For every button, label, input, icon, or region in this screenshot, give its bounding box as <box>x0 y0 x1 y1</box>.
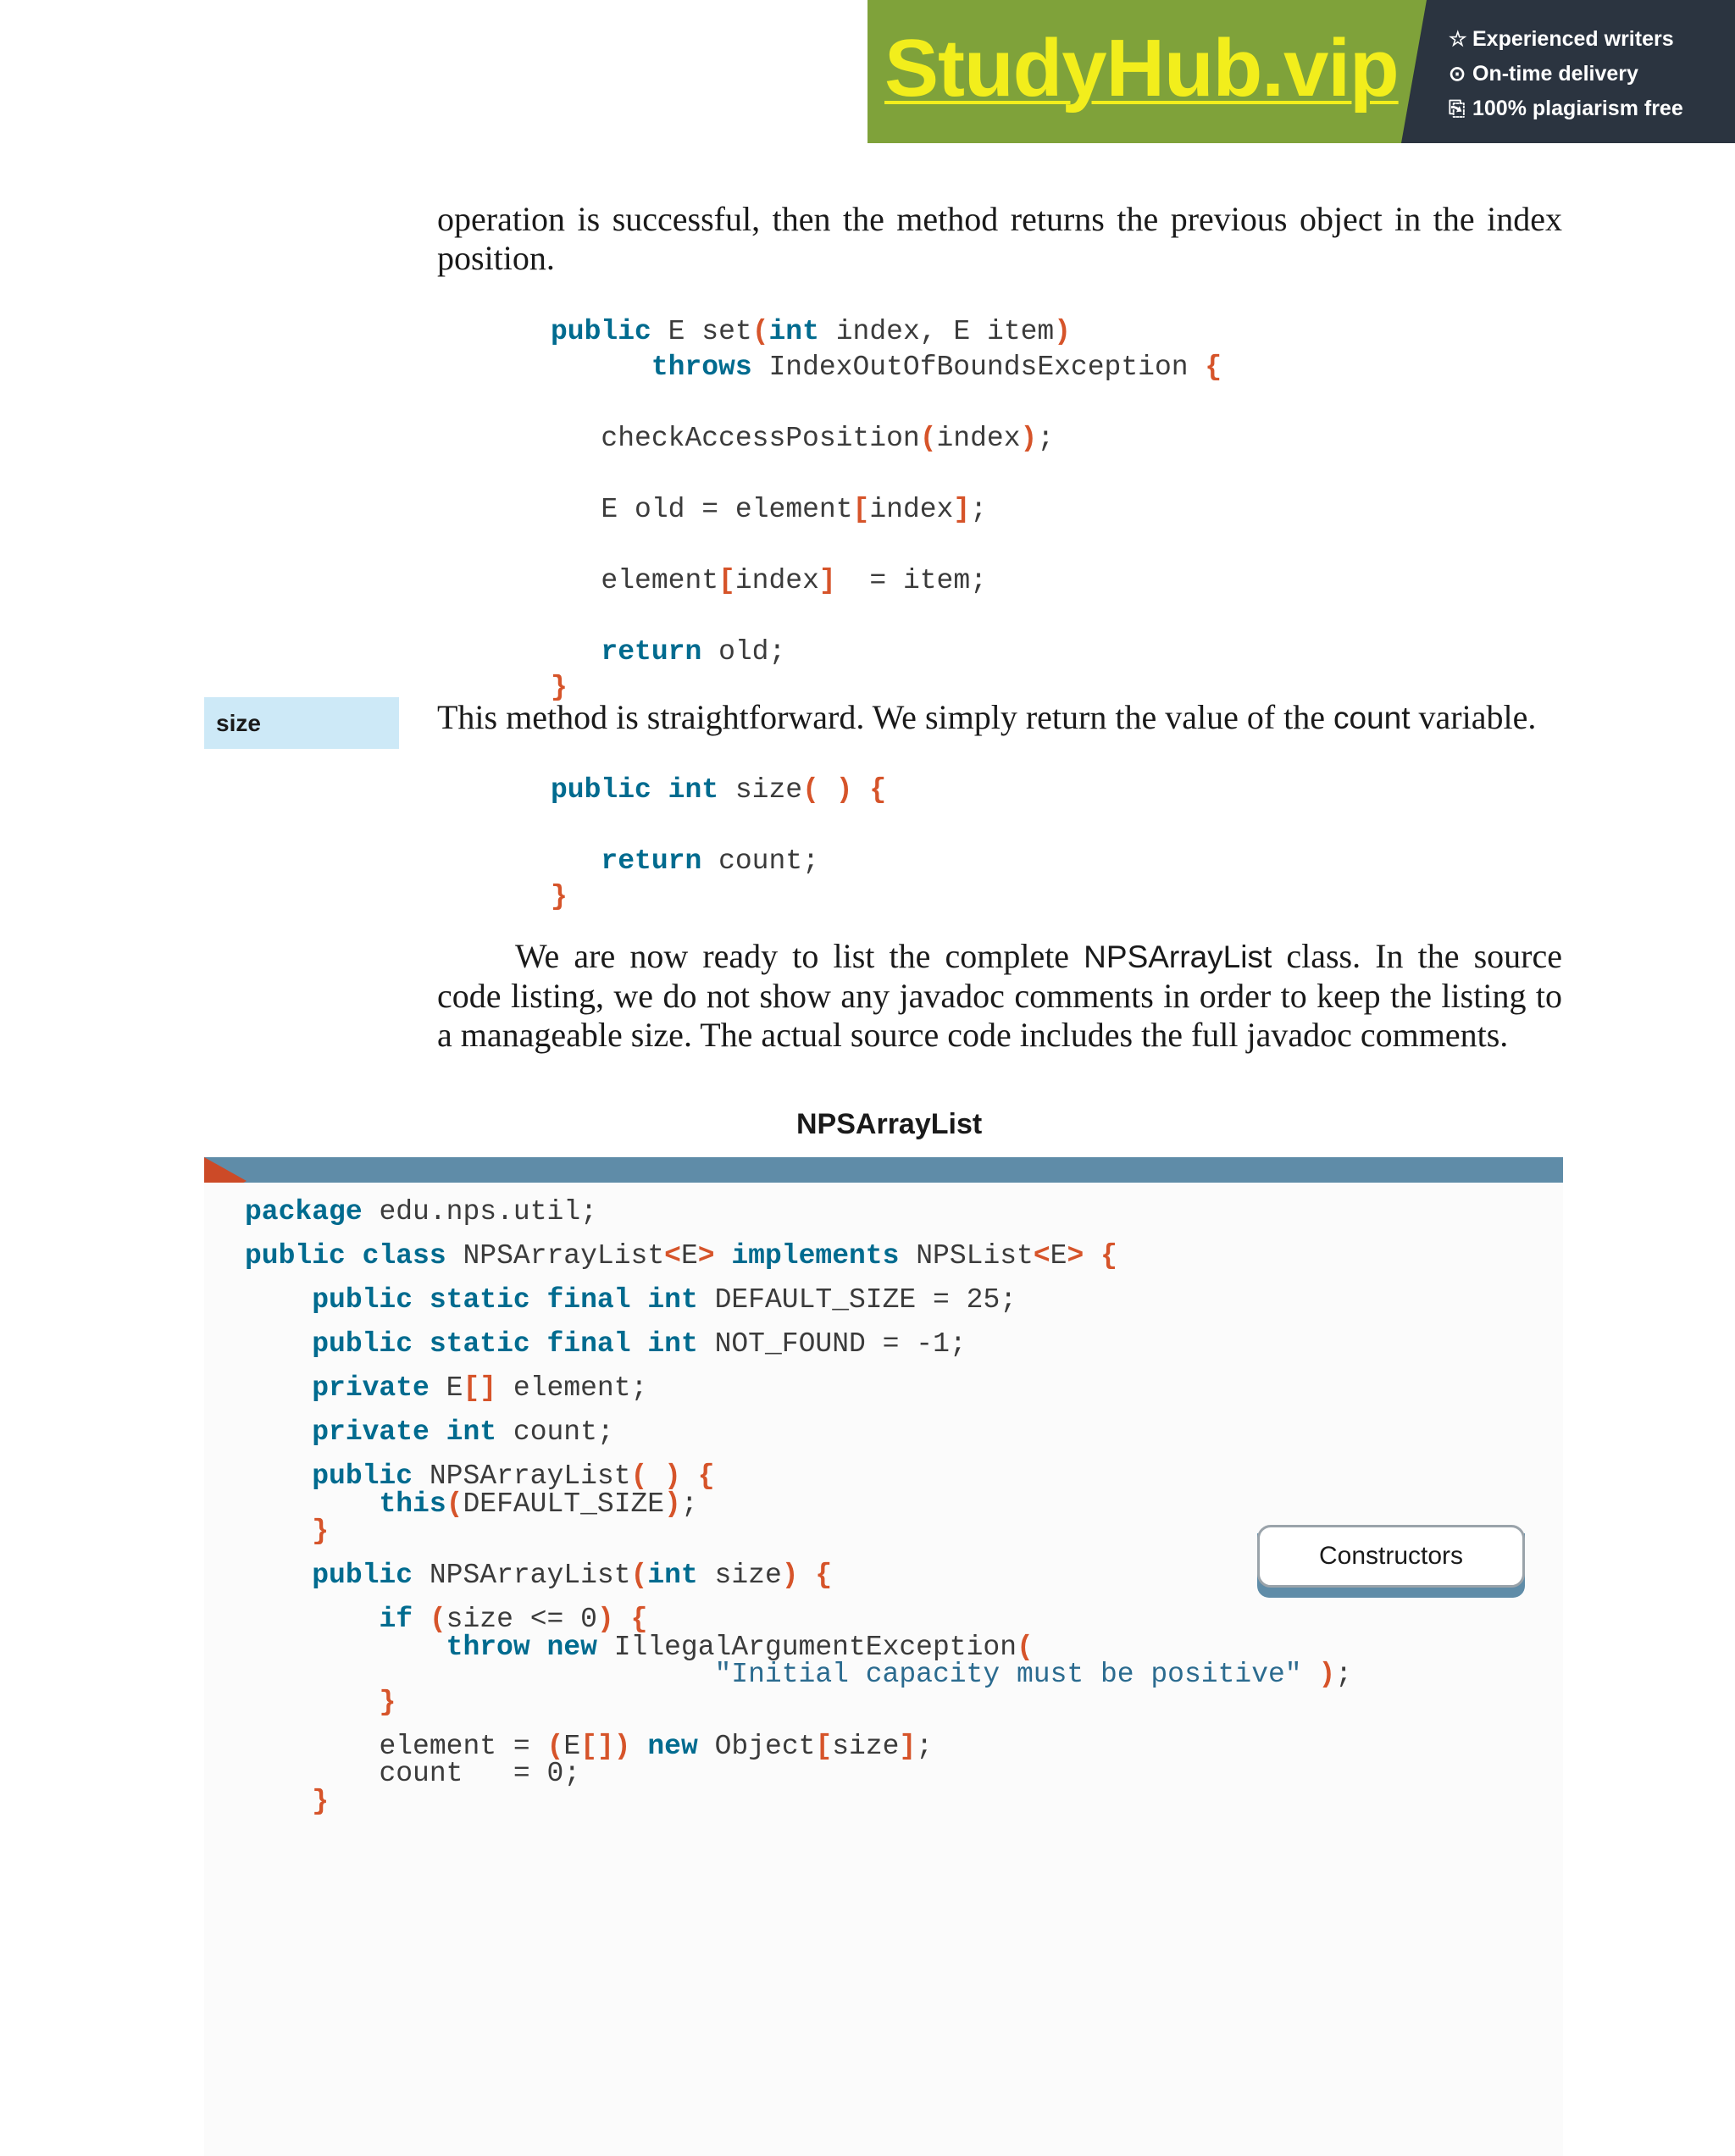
code-token <box>799 1560 816 1591</box>
perk-text: 100% plagiarism free <box>1472 97 1683 120</box>
code-token <box>752 352 769 383</box>
code-token <box>245 1786 312 1817</box>
code-bracket: { <box>1100 1240 1117 1272</box>
code-bracket: ) <box>1318 1659 1336 1690</box>
code-token: ; <box>630 1372 648 1404</box>
code-token <box>718 774 735 806</box>
code-token <box>463 1758 513 1789</box>
code-token <box>551 565 601 596</box>
code-bracket: ( <box>751 316 769 347</box>
listing-intro-paragraph <box>437 937 1562 1055</box>
code-line <box>245 1196 1352 1228</box>
code-token <box>496 1372 513 1404</box>
code-token <box>551 494 601 525</box>
code-keyword: public <box>312 1328 413 1360</box>
code-bracket: } <box>312 1785 330 1817</box>
size-text-before: This method is straightforward. We simply return the value of the <box>437 698 1334 736</box>
code-bracket: { <box>1205 352 1222 383</box>
code-line <box>551 808 886 844</box>
code-bracket: < <box>1033 1240 1050 1272</box>
code-keyword: int <box>647 1560 698 1591</box>
code-keyword: public <box>551 774 651 806</box>
size-text-after: variable. <box>1410 698 1537 736</box>
code-token: 0 <box>580 1604 597 1635</box>
code-token <box>245 1488 379 1520</box>
ad-banner[interactable] <box>868 0 1735 143</box>
code-line <box>245 1460 1352 1492</box>
code-token: ; <box>596 1416 614 1448</box>
code-token: NPSList <box>916 1240 1034 1272</box>
code-token <box>819 316 836 347</box>
code-keyword: return <box>601 845 702 877</box>
perk-text: On-time delivery <box>1472 62 1638 86</box>
code-token <box>551 845 601 877</box>
code-token <box>530 1731 547 1762</box>
code-bracket: ( <box>630 1560 648 1591</box>
code-token: E <box>953 316 971 347</box>
code-token <box>701 845 718 877</box>
code-line <box>245 1488 1352 1520</box>
code-bracket: { <box>815 1560 833 1591</box>
code-token <box>597 1632 614 1663</box>
code-token: set <box>701 316 752 347</box>
code-bracket: } <box>379 1686 396 1718</box>
margin-label-size: size <box>204 697 399 749</box>
star-icon: ☆ <box>1449 28 1467 51</box>
code-bracket: [ <box>852 494 870 525</box>
code-token <box>413 1604 430 1635</box>
code-bracket: ] <box>479 1372 497 1404</box>
code-token: ; <box>680 1488 698 1520</box>
code-bracket: ] <box>953 494 971 525</box>
code-token <box>245 1731 379 1762</box>
code-token: . <box>429 1196 446 1228</box>
code-bracket: { <box>869 774 887 806</box>
code-token: E <box>1050 1240 1067 1272</box>
code-bracket: [ <box>580 1730 597 1762</box>
code-token: index <box>869 494 954 525</box>
code-token: IndexOutOfBoundsException <box>768 352 1189 383</box>
code-bracket: { <box>697 1460 715 1492</box>
code-token: = <box>513 1730 530 1762</box>
code-bracket: < <box>664 1240 681 1272</box>
code-token: index <box>734 565 819 596</box>
code-token: E <box>668 316 685 347</box>
code-bracket: ( <box>429 1604 446 1635</box>
code-token: 0 <box>546 1758 564 1789</box>
code-token: ; <box>916 1730 934 1762</box>
code-token <box>245 1604 379 1635</box>
code-keyword: final <box>546 1328 631 1360</box>
code-token: element <box>379 1730 497 1762</box>
code-keyword: private <box>312 1372 430 1404</box>
listing-intro-after: class. In the source code listing, we do not show any javadoc comments in order to keep the listing to a manageable size. The actual source code includes the full javadoc comments. <box>437 937 1562 1054</box>
code-token <box>950 1284 967 1316</box>
code-token: E <box>563 1730 581 1762</box>
code-token <box>886 565 903 596</box>
code-token <box>413 1328 430 1360</box>
code-token: ; <box>970 565 987 596</box>
code-token <box>1084 1240 1100 1272</box>
code-token <box>363 1196 380 1228</box>
code-token <box>413 1284 430 1316</box>
code-token <box>245 1328 312 1360</box>
copy-icon: ⎘ <box>1449 97 1466 120</box>
code-token: edu <box>379 1196 430 1228</box>
clock-icon: ⊙ <box>1449 63 1466 86</box>
code-token <box>413 1460 430 1492</box>
code-line <box>551 314 1222 350</box>
code-keyword: private <box>312 1416 430 1448</box>
code-token: = <box>882 1328 900 1360</box>
code-line <box>245 1686 1352 1718</box>
code-token <box>631 1284 648 1316</box>
code-bracket: ) <box>1054 316 1072 347</box>
code-bracket: ) <box>781 1560 799 1591</box>
code-token <box>698 1731 715 1762</box>
code-token <box>631 1328 648 1360</box>
code-token <box>513 1604 530 1635</box>
code-line <box>551 599 1222 635</box>
code-token <box>563 1604 580 1635</box>
code-keyword: implements <box>731 1240 900 1272</box>
code-keyword: new <box>546 1631 597 1663</box>
code-keyword: public <box>551 316 651 347</box>
code-token: element <box>601 565 719 596</box>
code-token: ; <box>1000 1284 1017 1316</box>
code-token <box>614 1604 631 1635</box>
size-method-code <box>551 773 886 915</box>
code-token: count <box>379 1758 463 1789</box>
code-token <box>551 636 601 668</box>
code-bracket: > <box>697 1240 715 1272</box>
code-token: ; <box>970 494 987 525</box>
code-bracket: ) <box>664 1460 681 1492</box>
code-keyword: public <box>312 1560 413 1591</box>
code-token <box>836 565 870 596</box>
code-token <box>718 494 735 525</box>
code-token <box>937 316 954 347</box>
code-token <box>685 316 701 347</box>
code-token <box>651 774 668 806</box>
code-token: ; <box>1335 1659 1353 1690</box>
code-token <box>430 1416 446 1448</box>
code-token: NPSArrayList <box>429 1460 631 1492</box>
code-keyword: throws <box>651 352 752 383</box>
code-keyword: int <box>647 1328 698 1360</box>
code-line <box>245 1328 1352 1360</box>
code-token: ; <box>768 636 786 668</box>
code-token: item <box>902 565 971 596</box>
code-token: size <box>734 774 803 806</box>
code-token <box>916 1284 933 1316</box>
code-keyword: int <box>768 316 819 347</box>
perk-text: Experienced writers <box>1472 27 1674 51</box>
listing-title: NPSArrayList <box>796 1108 983 1140</box>
intro-paragraph: operation is successful, then the method returns the previous object in the index position. <box>437 200 1562 277</box>
code-token: size <box>832 1730 900 1762</box>
code-bracket: } <box>551 881 568 912</box>
code-token: - <box>916 1328 934 1360</box>
code-line <box>245 1785 1352 1817</box>
code-line <box>245 1760 1352 1788</box>
code-token: DEFAULT_SIZE <box>714 1284 917 1316</box>
code-token: size <box>446 1604 513 1635</box>
code-token <box>899 1328 916 1360</box>
code-keyword: static <box>429 1328 530 1360</box>
code-keyword: public <box>312 1284 413 1316</box>
code-token <box>551 352 651 383</box>
code-line <box>551 563 1222 599</box>
code-bracket: ] <box>818 565 836 596</box>
inline-code-classname: NPSArrayList <box>1084 939 1272 974</box>
code-token: . <box>496 1196 513 1228</box>
code-token: element <box>513 1372 631 1404</box>
code-token: NOT_FOUND <box>714 1328 866 1360</box>
code-bracket: ) <box>835 774 853 806</box>
code-token <box>853 774 870 806</box>
code-token <box>530 1328 547 1360</box>
code-bracket: { <box>630 1604 648 1635</box>
code-token <box>245 1560 312 1591</box>
code-token <box>701 636 718 668</box>
listing-intro-before: We are now ready to list the complete <box>515 937 1084 975</box>
inline-code-count: count <box>1333 701 1411 735</box>
code-line <box>551 421 1222 457</box>
code-keyword: return <box>601 636 702 668</box>
code-keyword: int <box>668 774 719 806</box>
code-bracket: ] <box>596 1730 614 1762</box>
code-token <box>530 1632 547 1663</box>
code-line <box>245 1661 1352 1689</box>
code-bracket: ( <box>630 1460 648 1492</box>
code-bracket: ) <box>613 1730 631 1762</box>
code-token: = <box>513 1758 530 1789</box>
code-token: E <box>601 494 618 525</box>
code-bracket: > <box>1067 1240 1084 1272</box>
code-line <box>551 350 1222 385</box>
perks-list <box>1449 22 1728 126</box>
code-keyword: static <box>429 1284 530 1316</box>
code-token: IllegalArgumentException <box>613 1631 1017 1663</box>
code-line <box>551 773 886 808</box>
code-keyword: final <box>546 1284 631 1316</box>
code-line <box>551 879 886 915</box>
code-token <box>530 1284 547 1316</box>
code-token: = <box>701 494 719 525</box>
code-bracket: ( <box>546 1730 564 1762</box>
code-token: old <box>718 636 769 668</box>
code-token: E <box>446 1372 463 1404</box>
code-token <box>618 494 635 525</box>
code-token: = <box>933 1284 950 1316</box>
code-token <box>245 1758 379 1789</box>
code-token: ; <box>1037 423 1055 454</box>
code-keyword: public <box>245 1240 346 1272</box>
code-bracket: ( <box>1017 1631 1034 1663</box>
code-token: ; <box>949 1328 967 1360</box>
code-token <box>970 316 987 347</box>
code-token: index <box>835 316 920 347</box>
code-keyword: class <box>362 1240 446 1272</box>
code-line <box>245 1606 1352 1634</box>
code-token: element <box>734 494 853 525</box>
listing-code <box>245 1196 1353 1817</box>
code-keyword: public <box>312 1460 413 1492</box>
code-token <box>245 1516 312 1547</box>
code-token <box>685 494 701 525</box>
code-token: count <box>718 845 803 877</box>
code-token <box>446 1240 463 1272</box>
listing-header-bar <box>204 1157 1563 1183</box>
code-bracket: ( <box>446 1488 463 1520</box>
code-line <box>551 844 886 879</box>
brand-logo[interactable]: StudyHub.vip <box>884 23 1399 114</box>
code-token <box>631 1731 648 1762</box>
code-token <box>245 1460 312 1492</box>
size-paragraph <box>437 698 1562 738</box>
code-line <box>551 528 1222 563</box>
code-line <box>245 1518 1352 1546</box>
code-token <box>496 1731 513 1762</box>
code-line <box>551 635 1222 670</box>
code-bracket: ( <box>919 423 937 454</box>
code-token: ; <box>802 845 819 877</box>
perk-item <box>1449 91 1728 126</box>
code-token: 1 <box>933 1328 950 1360</box>
code-bracket: } <box>312 1516 330 1547</box>
code-token <box>245 1687 379 1718</box>
code-bracket: ] <box>899 1730 917 1762</box>
code-token: size <box>714 1560 782 1591</box>
code-line <box>551 457 1222 492</box>
code-line <box>245 1562 1352 1590</box>
code-token: NPSArrayList <box>463 1240 665 1272</box>
code-line <box>245 1240 1352 1272</box>
code-bracket: ) <box>1020 423 1038 454</box>
code-keyword: this <box>379 1488 446 1520</box>
code-token <box>496 1416 513 1448</box>
code-token: count <box>513 1416 597 1448</box>
code-token <box>245 1416 312 1448</box>
code-bracket: ) <box>596 1604 614 1635</box>
code-bracket: [ <box>815 1730 833 1762</box>
code-token: Object <box>714 1730 816 1762</box>
code-token <box>698 1560 715 1591</box>
code-line <box>245 1284 1352 1316</box>
code-token <box>698 1328 715 1360</box>
code-token <box>1189 352 1206 383</box>
code-token <box>245 1659 715 1690</box>
code-token: = <box>546 1604 564 1635</box>
code-token <box>647 1460 664 1492</box>
constructors-callout <box>1257 1525 1525 1598</box>
code-bracket: [ <box>718 565 735 596</box>
code-token <box>530 1758 547 1789</box>
code-token: < <box>529 1604 547 1635</box>
code-token <box>245 1372 312 1404</box>
code-keyword: new <box>647 1730 698 1762</box>
code-line <box>245 1372 1352 1404</box>
code-keyword: throw <box>446 1631 530 1663</box>
code-token: old <box>635 494 685 525</box>
code-token: DEFAULT_SIZE <box>463 1488 665 1520</box>
perk-item <box>1449 57 1728 91</box>
code-token <box>819 774 836 806</box>
code-token <box>413 1560 430 1591</box>
code-string: "Initial capacity must be positive" <box>714 1659 1302 1690</box>
set-method-code <box>551 314 1222 706</box>
code-line <box>245 1631 1352 1663</box>
code-token <box>698 1284 715 1316</box>
code-token: NPSArrayList <box>429 1560 631 1591</box>
code-token <box>346 1240 363 1272</box>
code-line <box>551 492 1222 528</box>
code-token <box>245 1632 446 1663</box>
code-bracket: } <box>551 672 568 703</box>
code-token: checkAccessPosition <box>601 423 920 454</box>
code-token: 25 <box>966 1284 1001 1316</box>
code-line <box>551 385 1222 421</box>
code-line <box>245 1730 1352 1762</box>
code-token: item <box>987 316 1055 347</box>
code-token <box>899 1240 916 1272</box>
code-token: = <box>869 565 887 596</box>
code-token: , <box>919 316 937 347</box>
code-token <box>1302 1659 1319 1690</box>
code-token: nps <box>446 1196 497 1228</box>
code-token <box>715 1240 732 1272</box>
code-token: index <box>936 423 1021 454</box>
code-token: E <box>680 1240 698 1272</box>
callout-label: Constructors <box>1257 1525 1525 1588</box>
code-keyword: int <box>446 1416 497 1448</box>
perk-item <box>1449 22 1728 57</box>
code-token <box>681 1460 698 1492</box>
code-token <box>245 1284 312 1316</box>
code-keyword: if <box>379 1604 413 1635</box>
code-bracket: ( <box>802 774 819 806</box>
code-token <box>866 1328 883 1360</box>
code-bracket: [ <box>463 1372 480 1404</box>
code-token <box>551 423 601 454</box>
code-token: util <box>513 1196 581 1228</box>
code-token <box>430 1372 446 1404</box>
code-bracket: ) <box>664 1488 681 1520</box>
code-token: ; <box>580 1196 597 1228</box>
code-keyword: int <box>647 1284 698 1316</box>
code-token <box>651 316 668 347</box>
code-line <box>245 1416 1352 1448</box>
code-token: ; <box>563 1758 581 1789</box>
code-keyword: package <box>245 1196 363 1228</box>
